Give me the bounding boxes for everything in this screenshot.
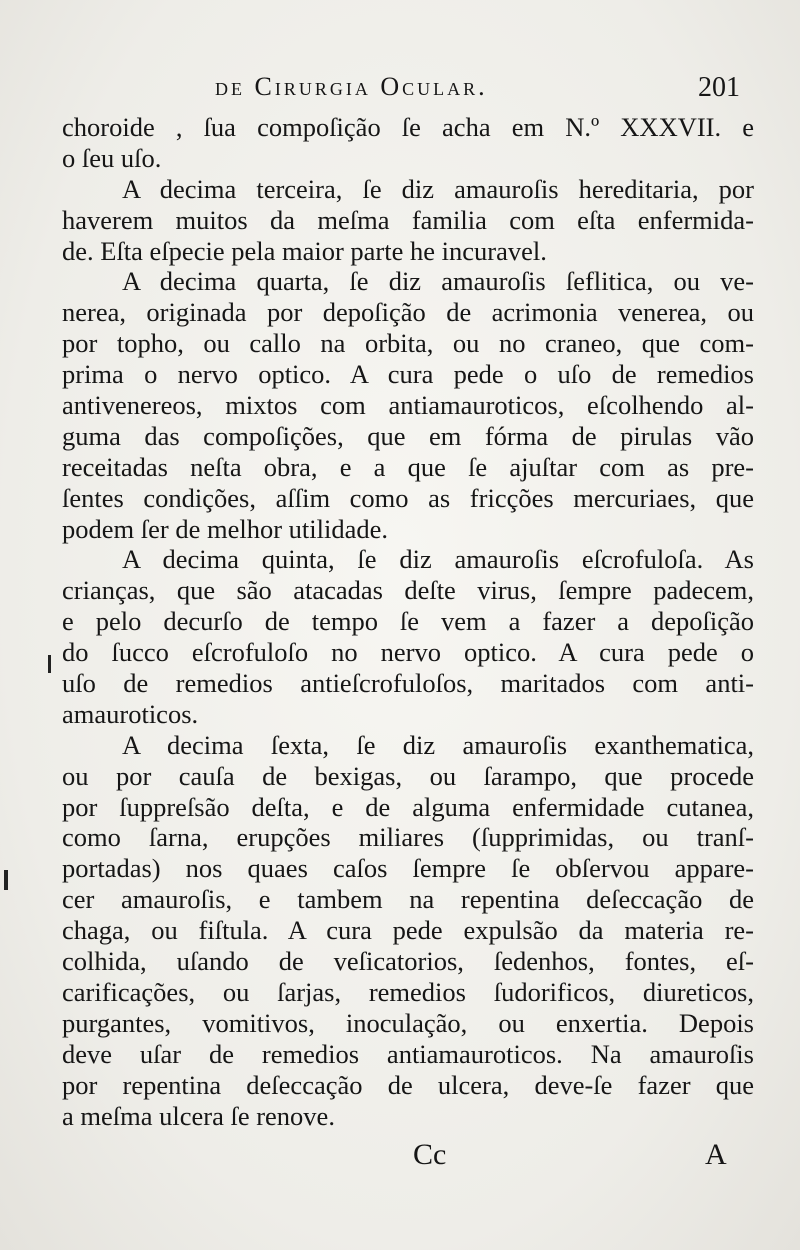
text-line: ſentes condições, aſſim como as fricções mercuriaes, que [62, 482, 754, 513]
catchword: A [705, 1138, 727, 1171]
text-line: nerea, originada por depoſição de acrimonia venerea, ou [62, 297, 754, 328]
text-line: do ſucco eſcrofuloſo no nervo optico. A cura pede o [62, 637, 754, 668]
text-line: haverem muitos da meſma familia com eſta enfermida- [62, 204, 754, 235]
text-line: de. Eſta eſpecie pela maior parte he incuravel. [62, 235, 547, 266]
text-line: ou por cauſa de bexigas, ou ſarampo, que procede [62, 760, 754, 791]
text-line: e pelo decurſo de tempo ſe vem a fazer a depoſição [62, 606, 754, 637]
text-line: A decima quinta, ſe diz amauroſis eſcrofuloſa. As [122, 544, 754, 575]
text-line: uſo de remedios antieſcrofuloſos, maritados com anti- [62, 668, 754, 699]
margin-mark-left-lower [4, 870, 8, 890]
text-line: receitadas neſta obra, e a que ſe ajuſtar com as pre- [62, 451, 754, 482]
text-line: amauroticos. [62, 698, 199, 729]
text-line: a meſma ulcera ſe renove. [62, 1100, 335, 1131]
signature-mark: Cc [413, 1138, 447, 1171]
text-line: por topho, ou callo na orbita, ou no craneo, que com- [62, 328, 754, 359]
page-footer [0, 1138, 800, 1178]
text-line: podem ſer de melhor utilidade. [62, 513, 388, 544]
text-line: antivenereos, mixtos com antiamauroticos, eſcolhendo al- [62, 390, 754, 421]
text-line: guma das compoſições, que em fórma de pirulas vão [62, 420, 754, 451]
text-line: choroide , ſua compoſição ſe acha em N.º XXXVII. e [62, 112, 754, 142]
body-text [62, 112, 754, 1131]
text-line: chaga, ou fiſtula. A cura pede expulsão da materia re- [62, 915, 754, 946]
text-line: colhida, uſando de veſicatorios, ſedenhos, fontes, eſ- [62, 946, 754, 977]
text-line: como ſarna, erupções miliares (ſupprimidas, ou tranſ- [62, 822, 754, 853]
text-line: por repentina deſeccação de ulcera, deve-ſe fazer que [62, 1069, 754, 1100]
text-line: purgantes, vomitivos, inoculação, ou enxertia. Depois [62, 1007, 754, 1038]
text-line: A decima terceira, ſe diz amauroſis hereditaria, por [122, 173, 754, 204]
running-head [215, 72, 740, 112]
text-line: portadas) nos quaes caſos ſempre ſe obſervou appare- [62, 853, 754, 884]
text-line: cer amauroſis, e tambem na repentina deſeccação de [62, 884, 754, 915]
page-number: 201 [698, 72, 740, 103]
margin-mark-left-upper [48, 655, 51, 673]
text-line: o ſeu uſo. [62, 142, 162, 173]
running-head-title: de Cirurgia Ocular. [215, 72, 488, 101]
text-line: deve uſar de remedios antiamauroticos. Na amauroſis [62, 1038, 754, 1069]
text-line: carificações, ou ſarjas, remedios ſudorificos, diureticos, [62, 976, 754, 1007]
text-line: A decima quarta, ſe diz amauroſis ſeflitica, ou ve- [122, 266, 754, 297]
text-line: prima o nervo optico. A cura pede o uſo de remedios [62, 359, 754, 390]
text-line: crianças, que são atacadas deſte virus, ſempre padecem, [62, 575, 754, 606]
text-line: por ſuppreſsão deſta, e de alguma enfermidade cutanea, [62, 791, 754, 822]
text-line: A decima ſexta, ſe diz amauroſis exanthematica, [122, 729, 754, 760]
